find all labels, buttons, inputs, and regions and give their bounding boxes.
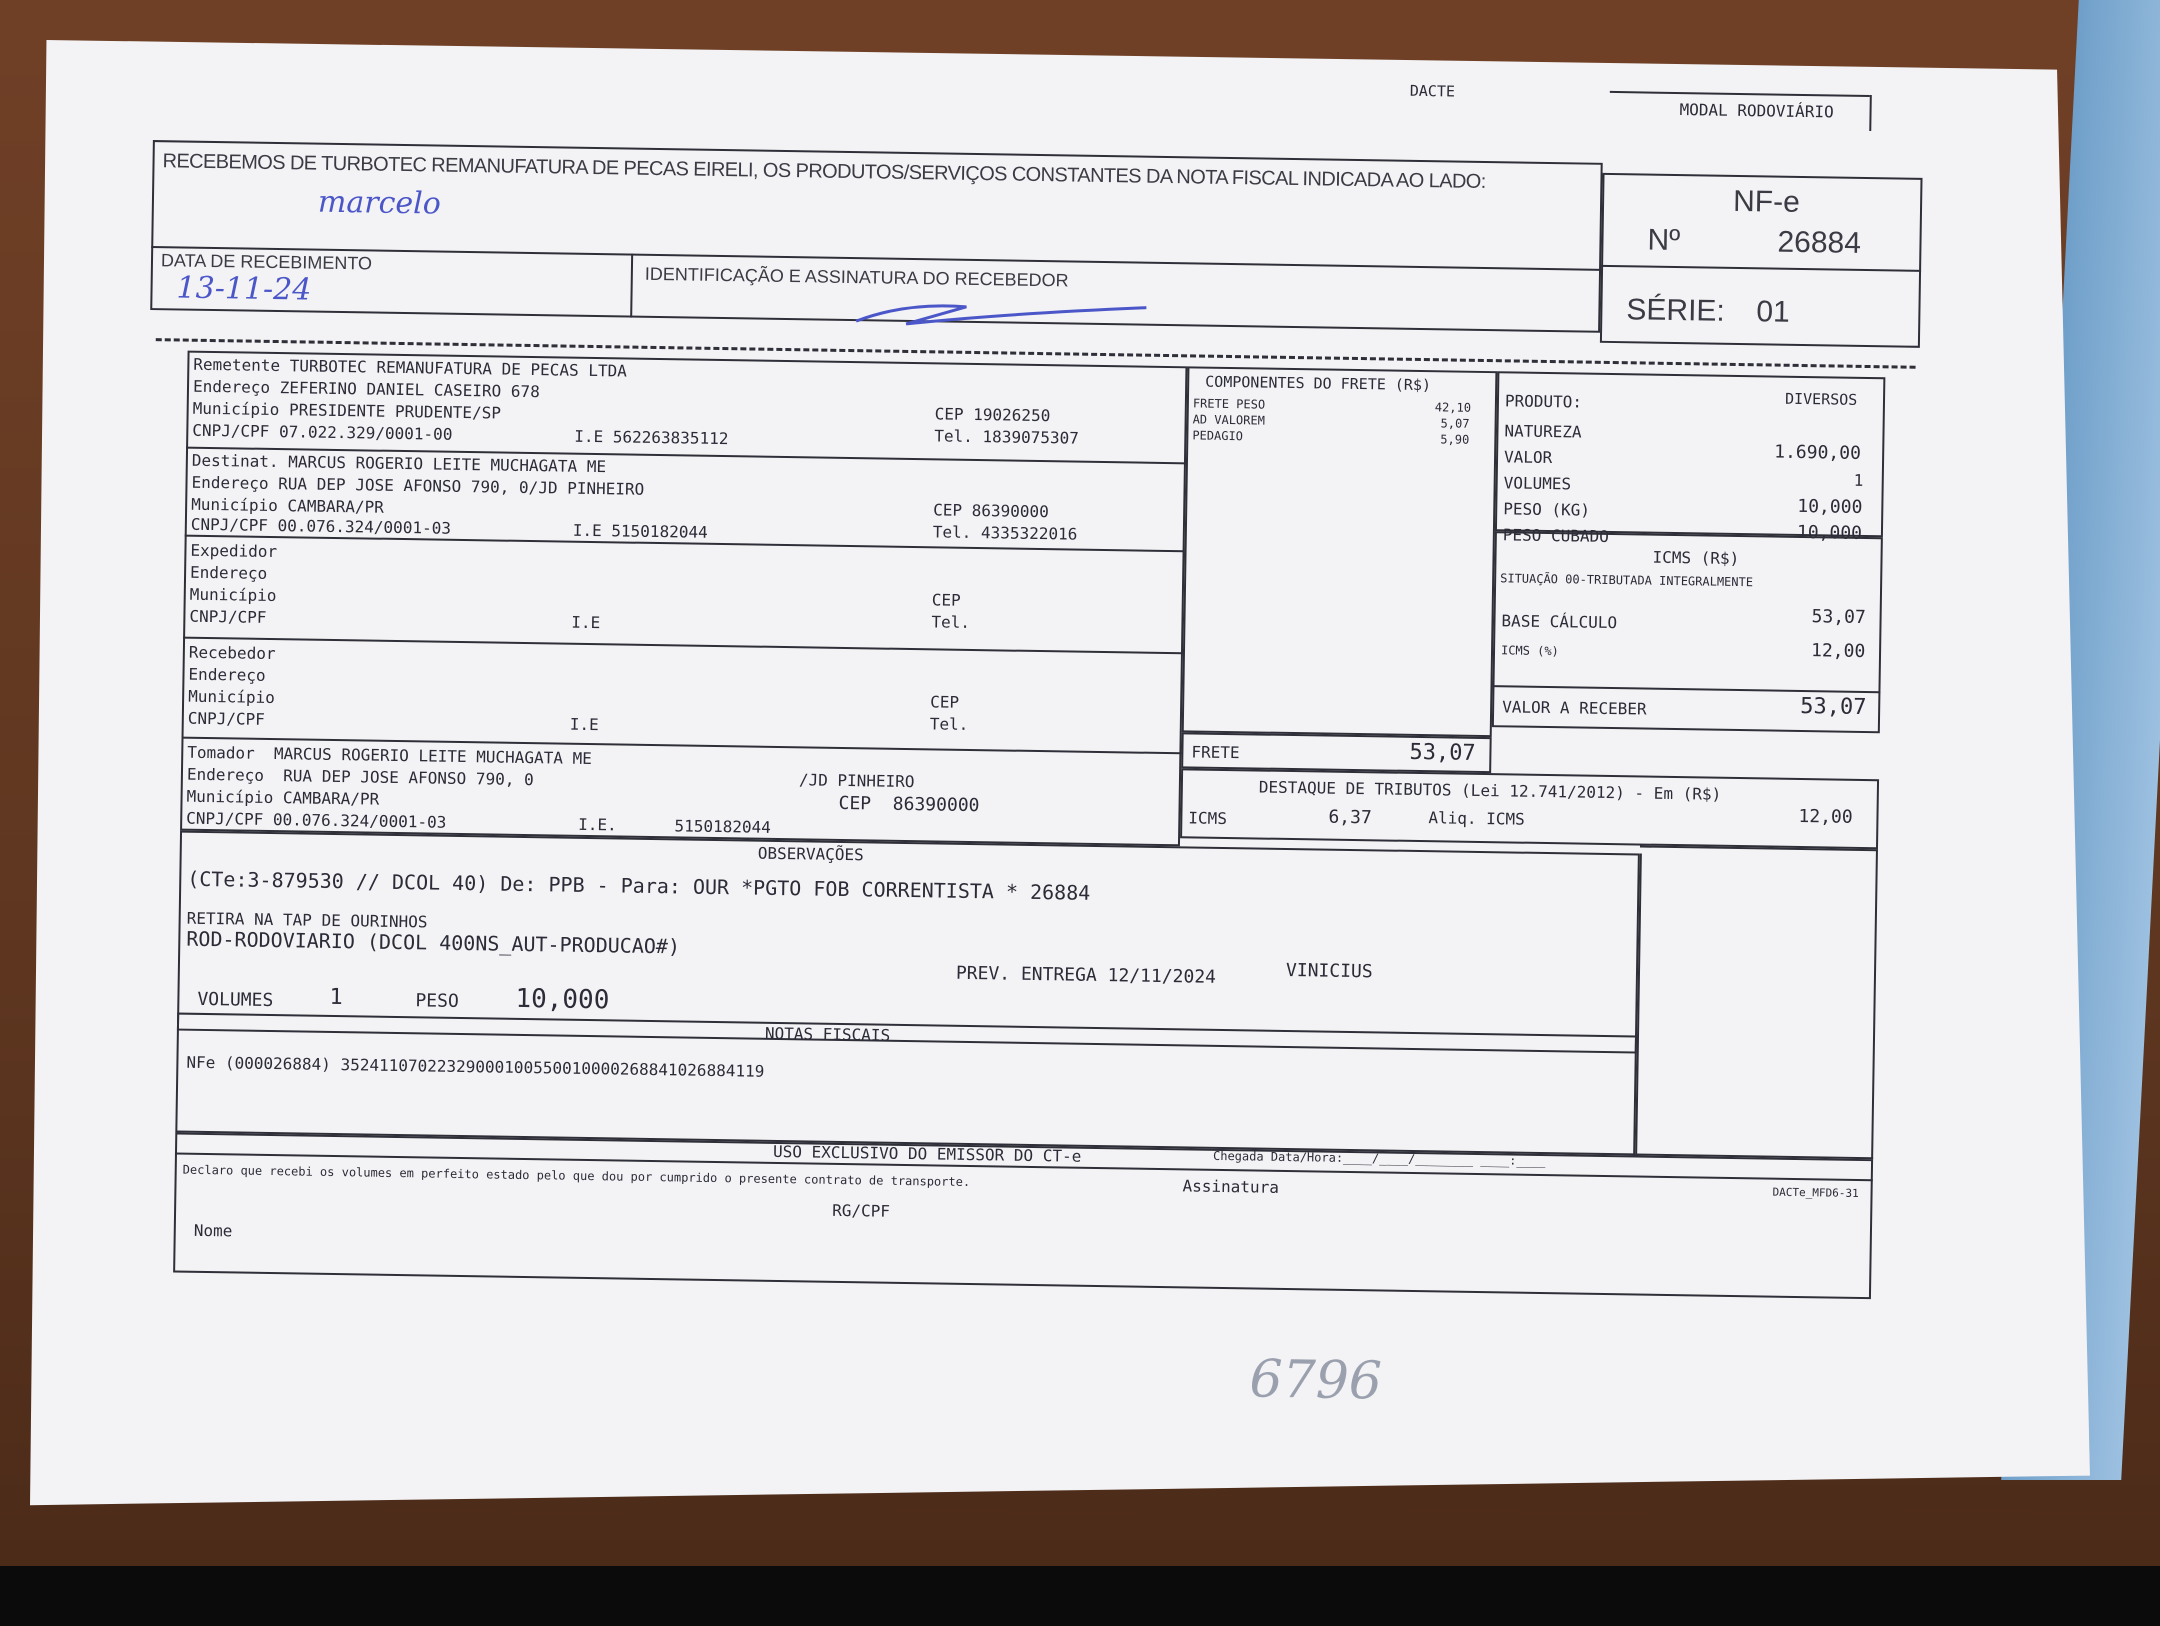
valor-receber-value: 53,07 [1800, 694, 1867, 721]
remetente-cep: 19026250 [973, 404, 1051, 426]
tributos-title: DESTAQUE DE TRIBUTOS (Lei 12.741/2012) - Em (R$) [1258, 777, 1722, 804]
bottom-black-bar [0, 1566, 2160, 1626]
version-label: DACTe_MFD6-31 [1772, 1185, 1859, 1200]
tomador-name: MARCUS ROGERIO LEITE MUCHAGATA ME [273, 744, 592, 769]
remetente-cep-label: CEP [934, 404, 964, 424]
signature-label: IDENTIFICAÇÃO E ASSINATURA DO RECEBEDOR [644, 263, 1069, 291]
nfe-title: NF-e [1732, 184, 1801, 219]
volumes-value: 1 [1853, 470, 1864, 490]
tributos-icms-value: 6,37 [1328, 806, 1372, 829]
expedidor-tel-label: Tel. [931, 612, 971, 632]
base-calculo-label: BASE CÁLCULO [1501, 611, 1618, 633]
observacoes-line1: (CTe:3-879530 // DCOL 40) De: PPB - Para: OUR *PGTO FOB CORRENTISTA * 26884 [187, 866, 1091, 905]
volumes-label: VOLUMES [1503, 473, 1572, 494]
valor-receber-label: VALOR A RECEBER [1502, 697, 1647, 719]
aliq-icms-label: Aliq. ICMS [1428, 808, 1525, 829]
comp-frete-peso-label: FRETE PESO [1192, 396, 1266, 412]
destinatario-municipio: CAMBARA/PR [287, 496, 384, 517]
remetente-cnpj: 07.022.329/0001-00 [278, 422, 453, 444]
comp-ad-valorem-value: 5,07 [1440, 416, 1470, 431]
tomador-endereco: RUA DEP JOSE AFONSO 790, 0 [283, 766, 534, 790]
uso-exclusivo: USO EXCLUSIVO DO EMISSOR DO CT-e [772, 1141, 1082, 1166]
handwritten-date: 13-11-24 [176, 270, 312, 308]
tomador-cnpj-label: CNPJ/CPF [186, 808, 264, 829]
date-label: DATA DE RECEBIMENTO [160, 250, 373, 274]
peso-cubado-label: PESO CUBADO [1502, 525, 1609, 546]
frete-value: 53,07 [1409, 739, 1476, 766]
modal-label: MODAL RODOVIÁRIO [1679, 100, 1834, 122]
comp-pedagio-label: PEDAGIO [1192, 428, 1244, 444]
obs-peso-value: 10,000 [515, 983, 610, 1016]
handwritten-receiver-name: marcelo [317, 184, 442, 222]
chegada-data-hora: Chegada Data/Hora:____/____/________ ____:____ [1212, 1148, 1546, 1169]
tomador-ie: 5150182044 [674, 816, 771, 837]
recebedor-end-label: Endereço [188, 664, 266, 685]
destinatario-end-label: Endereço [191, 472, 269, 493]
expedidor-end-label: Endereço [189, 562, 268, 583]
aliq-icms-value: 12,00 [1798, 805, 1853, 828]
peso-cubado-value: 10,000 [1796, 521, 1863, 544]
icms-situacao: SITUAÇÃO 00-TRIBUTADA INTEGRALMENTE [1500, 571, 1754, 590]
tomador-cnpj: 00.076.324/0001-03 [272, 810, 447, 832]
destinatario-label: Destinat. [191, 450, 279, 472]
vinicius-label: VINICIUS [1285, 959, 1373, 983]
peso-value: 10,000 [1797, 495, 1863, 518]
recebedor-tel-label: Tel. [929, 714, 969, 734]
frete-label: FRETE [1191, 742, 1240, 763]
destinatario-cnpj: 00.076.324/0001-03 [277, 516, 452, 538]
handwritten-number: 6796 [1249, 1349, 1383, 1412]
valor-value: 1.690,00 [1774, 441, 1862, 464]
obs-peso-label: PESO [415, 990, 459, 1012]
right-blank-box [1635, 845, 1878, 1159]
number-label: Nº [1647, 223, 1681, 258]
icms-pct-label: ICMS (%) [1500, 643, 1559, 659]
tomador-end-label: Endereço [186, 764, 265, 785]
remetente-mun-label: Município [192, 398, 280, 420]
expedidor-ie-label: I.E [571, 612, 601, 633]
destinatario-endereco: RUA DEP JOSE AFONSO 790, 0/JD PINHEIRO [278, 474, 645, 499]
produto-label: PRODUTO: [1504, 391, 1583, 412]
tomador-bairro: /JD PINHEIRO [798, 770, 915, 792]
serie-label: SÉRIE: [1626, 293, 1726, 328]
notas-title: NOTAS FISCAIS [764, 1023, 891, 1045]
tomador-ie-label: I.E. [578, 814, 617, 835]
dacte-form [130, 70, 1930, 1412]
destinatario-tel-label: Tel. [932, 522, 972, 542]
remetente-cnpj-label: CNPJ/CPF [192, 420, 270, 441]
expedidor-label: Expedidor [190, 540, 278, 562]
observacoes-title: OBSERVAÇÕES [757, 843, 864, 865]
assinatura-label: Assinatura [1182, 1176, 1280, 1197]
recebedor-cep-label: CEP [930, 692, 960, 712]
receipt-statement: RECEBEMOS DE TURBOTEC REMANUFATURA DE PECAS EIRELI, OS PRODUTOS/SERVIÇOS CONSTANTES DA NOTA FISCAL INDICADA AO LADO: [162, 150, 1486, 193]
destinatario-ie-label: I.E [572, 520, 602, 541]
comp-ad-valorem-label: AD VALOREM [1192, 412, 1265, 428]
destinatario-name: MARCUS ROGERIO LEITE MUCHAGATA ME [288, 452, 607, 477]
tomador-label: Tomador [187, 742, 255, 763]
prev-entrega: PREV. ENTREGA 12/11/2024 [955, 962, 1217, 988]
notas-line: NFe (000026884) 35241107022329000100550010000268841026884119 [186, 1052, 765, 1081]
peso-label: PESO (KG) [1503, 499, 1591, 520]
declaro-text: Declaro que recebi os volumes em perfeito estado pelo que dou por cumprido o presente contrato de transporte. [182, 1162, 971, 1190]
remetente-tel-label: Tel. [934, 426, 974, 446]
tomador-cep: 86390000 [892, 793, 980, 817]
recebedor-cnpj-label: CNPJ/CPF [187, 708, 266, 729]
tributos-icms-label: ICMS [1188, 808, 1228, 829]
expedidor-cnpj-label: CNPJ/CPF [189, 606, 267, 627]
remetente-ie-label: I.E [574, 426, 604, 447]
icms-pct-value: 12,00 [1810, 640, 1866, 663]
rg-cpf-label: RG/CPF [832, 1200, 891, 1221]
remetente-end-label: Endereço [192, 376, 271, 397]
tomador-municipio: CAMBARA/PR [282, 788, 380, 809]
remetente-label: Remetente [193, 354, 281, 376]
expedidor-mun-label: Município [189, 584, 277, 606]
recebedor-ie-label: I.E [569, 714, 599, 735]
remetente-tel: 1839075307 [982, 427, 1079, 448]
tomador-cep-label: CEP [838, 792, 872, 815]
destinatario-ie: 5150182044 [611, 521, 708, 542]
observacoes-line2: RETIRA NA TAP DE OURINHOS [186, 908, 428, 932]
comp-pedagio-value: 5,90 [1440, 432, 1470, 447]
nfe-number: 26884 [1777, 225, 1862, 260]
recebedor-mun-label: Município [188, 686, 276, 708]
serie-value: 01 [1756, 295, 1791, 329]
nome-label: Nome [193, 1220, 233, 1241]
dacte-label: DACTE [1409, 81, 1456, 101]
remetente-municipio: PRESIDENTE PRUDENTE/SP [288, 400, 502, 423]
recebedor-label: Recebedor [188, 642, 276, 664]
icms-title: ICMS (R$) [1652, 547, 1740, 569]
notas-box [175, 1013, 1637, 1156]
expedidor-cep-label: CEP [931, 590, 961, 610]
observacoes-line3: ROD-RODOVIARIO (DCOL 400NS_AUT-PRODUCAO#) [186, 926, 681, 959]
produto-value: DIVERSOS [1784, 389, 1858, 409]
remetente-endereco: ZEFERINO DANIEL CASEIRO 678 [279, 378, 540, 402]
base-calculo-value: 53,07 [1811, 606, 1866, 629]
signature-scribble [846, 291, 1167, 346]
natureza-label: NATUREZA [1504, 421, 1582, 442]
destinatario-cnpj-label: CNPJ/CPF [190, 514, 269, 535]
remetente-name: TURBOTEC REMANUFATURA DE PECAS LTDA [289, 356, 627, 381]
tomador-mun-label: Município [186, 786, 274, 808]
comp-frete-peso-value: 42,10 [1434, 400, 1472, 415]
componentes-title: COMPONENTES DO FRETE (R$) [1205, 372, 1432, 395]
destinatario-mun-label: Município [191, 494, 279, 516]
obs-volumes-value: 1 [329, 984, 343, 1011]
obs-volumes-label: VOLUMES [197, 988, 274, 1012]
destinatario-cep: 86390000 [971, 500, 1049, 522]
valor-label: VALOR [1503, 447, 1553, 468]
destinatario-tel: 4335322016 [980, 523, 1078, 544]
remetente-ie: 562263835112 [612, 427, 729, 449]
destinatario-cep-label: CEP [933, 500, 963, 520]
